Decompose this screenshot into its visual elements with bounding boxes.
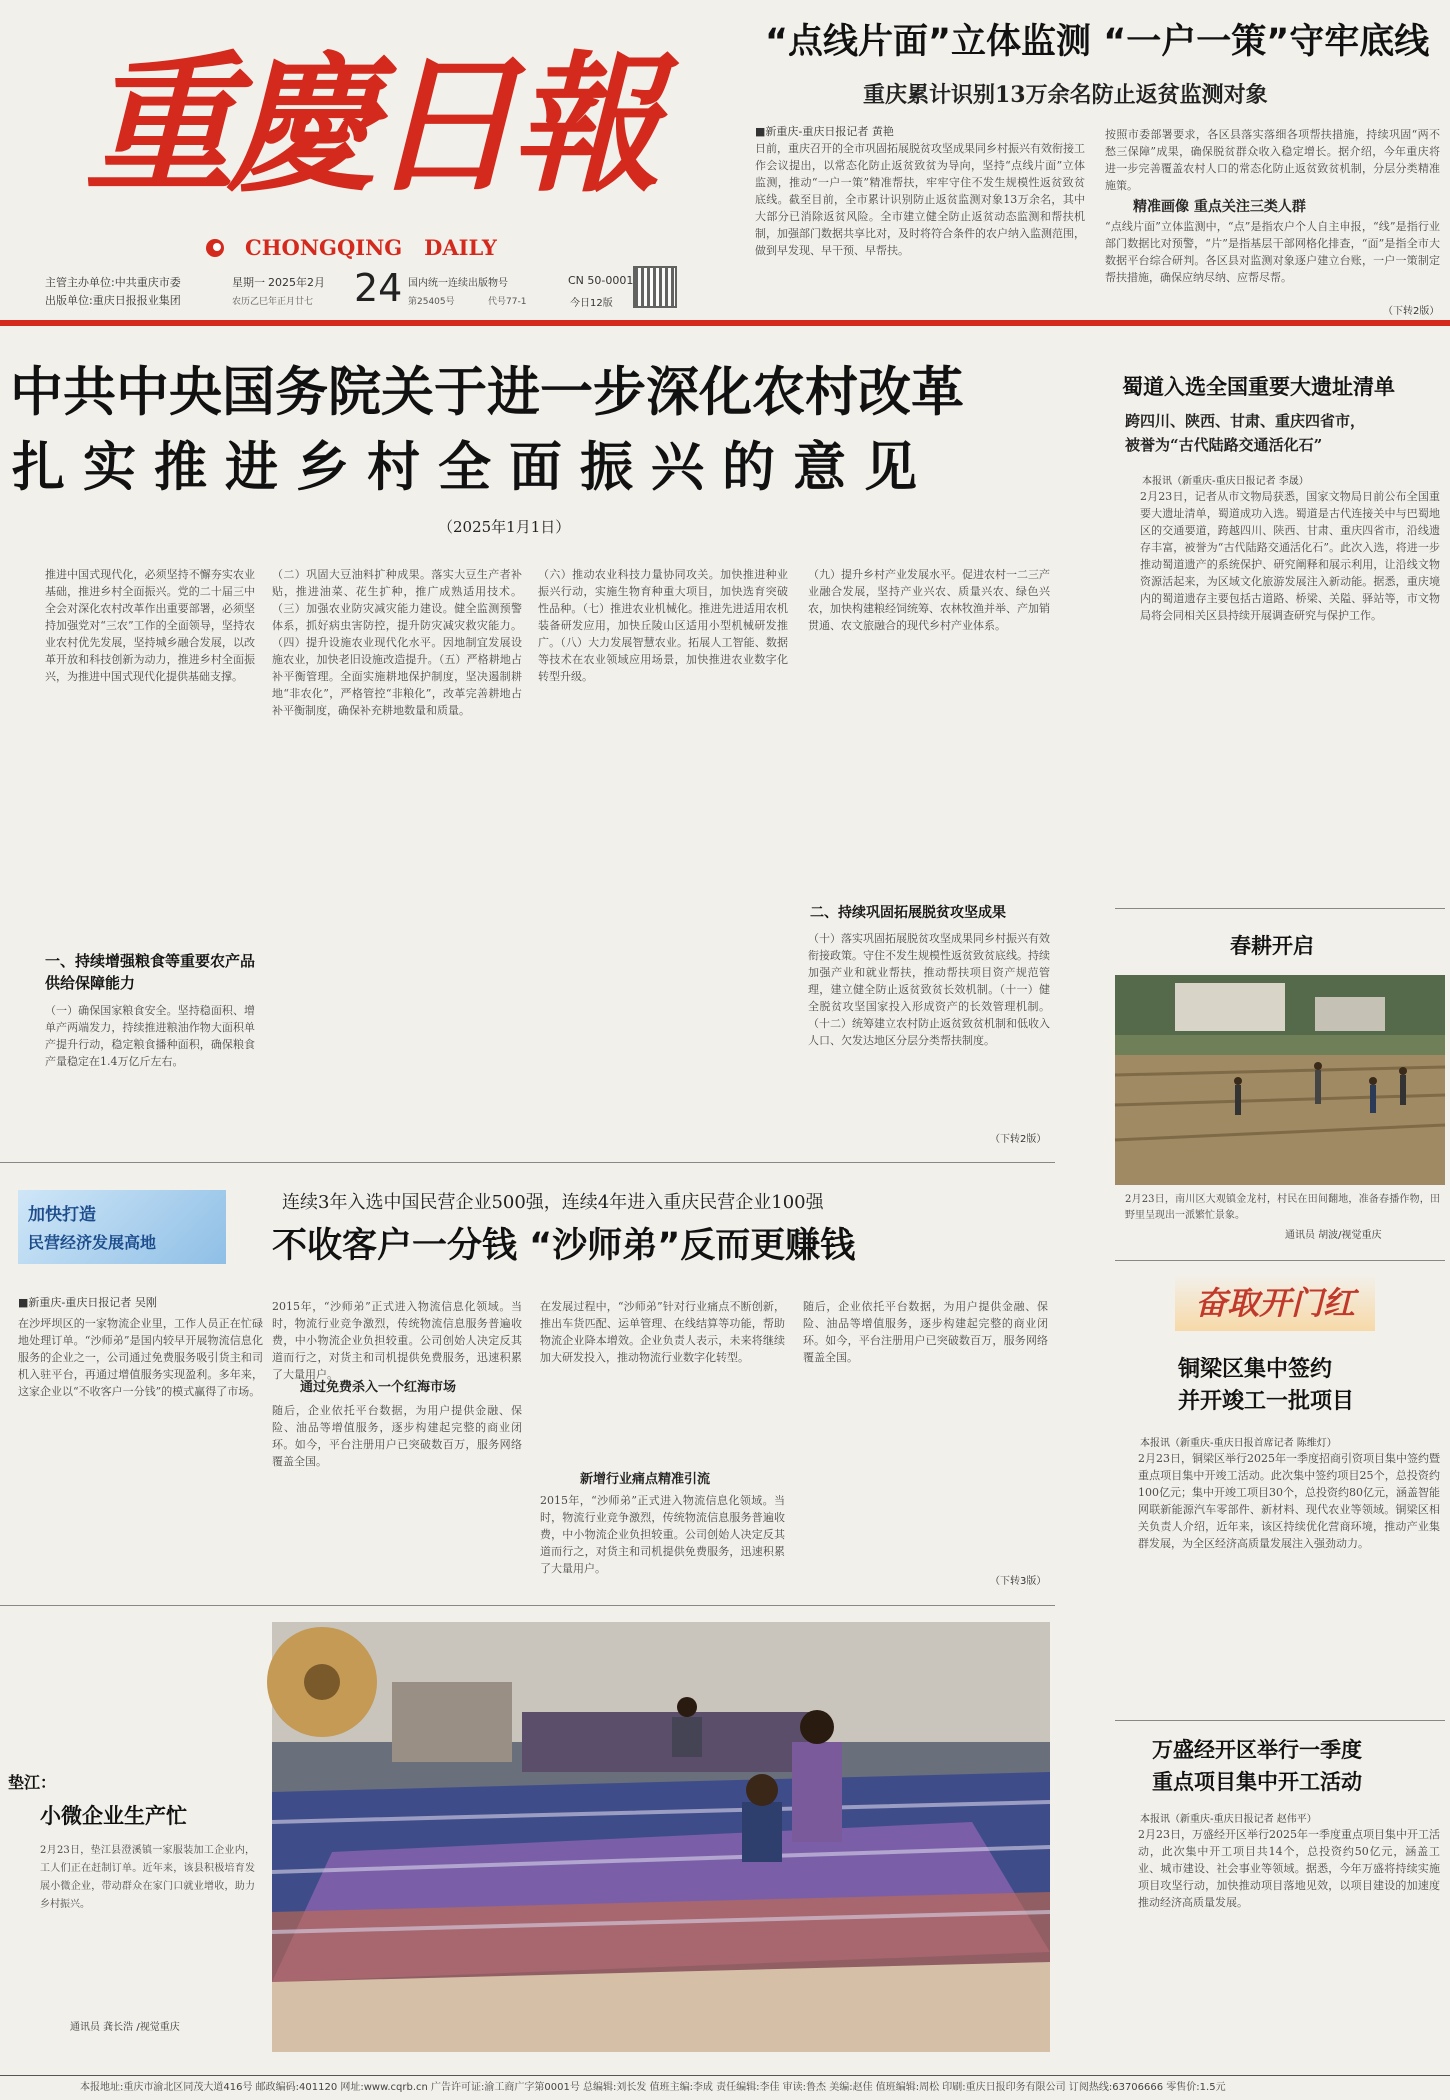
lead-story bbox=[0, 330, 1060, 1160]
lead-body-col1b: （一）确保国家粮食安全。坚持稳面积、增单产两端发力，持续推进粮油作物大面积单产提升行动，稳定粮食播种面积，确保粮食产量稳定在1.4万亿斤左右。 bbox=[45, 1004, 255, 1068]
kaimen-byline: 本报讯（新重庆-重庆日报首席记者 陈维灯） bbox=[1140, 1438, 1337, 1449]
business-tag-line1: 加快打造 bbox=[28, 1205, 96, 1225]
footer-rule bbox=[0, 2075, 1450, 2076]
dianjiang-caption: 2月23日，垫江县澄溪镇一家服装加工企业内，工人们正在赶制订单。近年来，该县积极培育发展小微企业，带动群众在家门口就业增收，助力乡村振兴。 bbox=[40, 1845, 255, 1910]
masthead-weekday: 星期一 bbox=[232, 276, 265, 289]
business-body-5: 随后，企业依托平台数据，为用户提供金融、保险、油品等增值服务，逐步构建起完整的商业闭环。如今，平台注册用户已突破数百万，服务网络覆盖全国。 bbox=[803, 1300, 1048, 1364]
lead-section-1: 一、持续增强粮食等重要农产品供给保障能力 bbox=[45, 952, 256, 992]
lead-body-col1: 推进中国式现代化，必须坚持不懈夯实农业基础，推进乡村全面振兴。党的二十届三中全会对深化农村改革作出重要部署，必须坚持加强党对“三农”工作的全面领导，坚持农业农村优先发展，坚持城乡融合发展，以改革开放和科技创新为动力，推进乡村全面振兴，为推进中国式现代化提供基础支撑。 bbox=[45, 568, 255, 683]
masthead-en-title: CHONGQING DAILY bbox=[245, 235, 497, 260]
shudao-sub2: 被誉为“古代陆路交通活化石” bbox=[1125, 436, 1323, 454]
wansheng-headline-2[interactable]: 重点项目集中开工活动 bbox=[1152, 1770, 1362, 1794]
masthead-today-pages: 今日12版 bbox=[570, 298, 613, 309]
lead-section-2: 二、持续巩固拓展脱贫攻坚成果 bbox=[810, 905, 1006, 921]
shudao-headline[interactable]: 蜀道入选全国重要大遗址清单 bbox=[1122, 375, 1395, 399]
business-body-1: 在沙坪坝区的一家物流企业里，工作人员正在忙碌地处理订单。“沙师弟”是国内较早开展物流信息化服务的企业之一，公司通过免费服务吸引货主和司机入驻平台，再通过增值服务实现盈利。多年来，这家企业以“不收客户一分钱”的模式赢得了市场。 bbox=[18, 1317, 263, 1398]
business-continued[interactable]: （下转3版） bbox=[990, 1576, 1047, 1587]
masthead-sponsor: 主管主办单位:中共重庆市委 bbox=[45, 276, 181, 289]
top-story-section-head: 精准画像 重点关注三类人群 bbox=[1133, 199, 1306, 215]
lead-body-col4: （九）提升乡村产业发展水平。促进农村一二三产业融合发展，坚持产业兴农、质量兴农、绿色兴农，加快构建粮经饲统筹、农林牧渔并举、产加销贯通、农文旅融合的现代乡村产业体系。 bbox=[808, 568, 1050, 632]
masthead-date: 2025年2月 bbox=[268, 276, 325, 289]
wansheng-byline: 本报讯（新重庆-重庆日报记者 赵伟平） bbox=[1140, 1814, 1317, 1825]
qr-code[interactable] bbox=[633, 266, 677, 308]
masthead-issue-code: CN 50-0001 bbox=[568, 274, 634, 287]
shudao-rule bbox=[1115, 908, 1445, 909]
masthead-issue-no: 第25405号 bbox=[408, 297, 455, 307]
business-byline: ■新重庆-重庆日报记者 吴刚 bbox=[18, 1296, 157, 1309]
business-overline: 连续3年入选中国民营企业500强，连续4年进入重庆民营企业100强 bbox=[282, 1192, 824, 1213]
top-story-headline[interactable]: “点线片面”立体监测 “一户一策”守牢底线 bbox=[765, 22, 1430, 62]
wansheng-headline-1[interactable]: 万盛经开区举行一季度 bbox=[1152, 1738, 1362, 1762]
business-body-4: 2015年，“沙师弟”正式进入物流信息化领域。当时，物流行业竞争激烈，传统物流信息服务普遍收费，中小物流企业负担较重。公司创始人决定反其道而行之，对货主和司机提供免费服务，迅速积累了大量用户。 bbox=[540, 1494, 785, 1575]
spring-photo[interactable] bbox=[1115, 975, 1445, 1185]
top-story-subhead: 重庆累计识别13万余名防止返贫监测对象 bbox=[863, 82, 1268, 108]
kaimen-headline-2[interactable]: 并开竣工一批项目 bbox=[1178, 1389, 1355, 1414]
masthead-circle-icon bbox=[205, 238, 225, 258]
wansheng-body: 2月23日，万盛经开区举行2025年一季度重点项目集中开工活动，此次集中开工项目共14个，总投资约50亿元，涵盖工业、城市建设、社会事业等领域。据悉，今年万盛将持续实施项目攻坚行动，加快推动项目落地见效，以项目建设的加速度推动经济高质量发展。 bbox=[1138, 1828, 1440, 1909]
footer-info: 本报地址:重庆市渝北区同茂大道416号 邮政编码:401120 网址:www.cqrb.cn 广告许可证:渝工商广字第0001号 总编辑:刘长发 值班主编:李成 责任编辑:李佳 审读:鲁杰 美编:赵佳 值班编辑:周松 印刷:重庆日报印务有限公司 订阅热线:63706666 零售价:1.5元 bbox=[80, 2082, 1226, 2093]
spring-rule bbox=[1115, 1260, 1445, 1261]
business-body-1b: 2015年，“沙师弟”正式进入物流信息化领域。当时，物流行业竞争激烈，传统物流信息服务普遍收费，中小物流企业负担较重。公司创始人决定反其道而行之，对货主和司机提供免费服务，迅速积累了大量用户。 bbox=[272, 1300, 522, 1381]
masthead-lunar: 农历乙巳年正月廿七 bbox=[232, 297, 314, 307]
lead-continued[interactable]: （下转2版） bbox=[990, 1134, 1047, 1145]
lead-headline-2[interactable]: 扎实推进乡村全面振兴的意见 bbox=[12, 437, 935, 498]
business-sub-2: 新增行业痛点精准引流 bbox=[580, 1472, 711, 1487]
shudao-byline: 本报讯（新重庆-重庆日报记者 李晟） bbox=[1142, 476, 1309, 487]
top-story bbox=[755, 18, 1445, 318]
top-story-section-body: “点线片面”立体监测中，“点”是指农户个人自主申报，“线”是指行业部门数据比对预警，“片”是指基层干部网格化排查，“面”是指全市大数据平台综合研判。各区县对监测对象逐户建立台账，一户一策制定帮扶措施，确保应纳尽纳、应帮尽帮。 bbox=[1105, 220, 1440, 284]
masthead bbox=[0, 0, 740, 320]
spring-photo-image bbox=[1115, 975, 1445, 1185]
dianjiang-photo-image bbox=[272, 1622, 1050, 2052]
shudao-body: 2月23日，记者从市文物局获悉，国家文物局日前公布全国重要大遗址清单，蜀道成功入选。蜀道是古代连接关中与巴蜀地区的交通要道，跨越四川、陕西、甘肃、重庆四省市，沿线遗存丰富，被誉为“古代陆路交通活化石”。此次入选，将进一步推动蜀道遗产的系统保护、研究阐释和展示利用，让沿线文物资源活起来，为区域文化旅游发展注入新动能。据悉，重庆境内的蜀道遗存主要包括古道路、桥梁、关隘、驿站等，市文物局将会同相关区县持续开展调查研究与保护工作。 bbox=[1140, 490, 1440, 622]
business-body-2: 随后，企业依托平台数据，为用户提供金融、保险、油品等增值服务，逐步构建起完整的商业闭环。如今，平台注册用户已突破数百万，服务网络覆盖全国。 bbox=[272, 1404, 522, 1468]
lead-bottom-rule bbox=[0, 1162, 1055, 1163]
masthead-day: 24 bbox=[354, 266, 403, 310]
spring-caption: 2月23日，南川区大观镇金龙村，村民在田间翻地，准备春播作物，田野里呈现出一派繁忙景象。 bbox=[1125, 1194, 1440, 1221]
spring-title: 春耕开启 bbox=[1230, 934, 1314, 958]
business-story bbox=[0, 1170, 1060, 1610]
kaimen-rule bbox=[1115, 1720, 1445, 1721]
dianjiang-story bbox=[0, 1610, 1060, 2060]
lead-body-col2: （二）巩固大豆油料扩种成果。落实大豆生产者补贴，推进油菜、花生扩种，推广成熟适用技术。（三）加强农业防灾减灾能力建设。健全监测预警体系，抓好病虫害防控，提升防灾减灾救灾能力。（四）提升设施农业现代化水平。因地制宜发展设施农业，加快老旧设施改造提升。（五）严格耕地占补平衡管理。全面实施耕地保护制度，坚决遏制耕地“非农化”，严格管控“非粮化”，改革完善耕地占补平衡制度，确保补充耕地数量和质量。 bbox=[272, 568, 522, 717]
business-headline[interactable]: 不收客户一分钱 “沙师弟”反而更赚钱 bbox=[272, 1226, 856, 1266]
lead-body-col4b: （十）落实巩固拓展脱贫攻坚成果同乡村振兴有效衔接政策。守住不发生规模性返贫致贫底线。持续加强产业和就业帮扶，推动帮扶项目资产规范管理，建立健全防止返贫致贫长效机制。（十一）健全脱贫攻坚国家投入形成资产的长效管理机制。（十二）统筹建立农村防止返贫致贫机制和低收入人口、欠发达地区分层分类帮扶制度。 bbox=[808, 932, 1050, 1047]
lead-date: （2025年1月1日） bbox=[438, 518, 571, 536]
top-story-body-left: 日前，重庆召开的全市巩固拓展脱贫攻坚成果同乡村振兴有效衔接工作会议提出，以常态化防止返贫致贫为导向，坚持“点线片面”立体监测，推动“一户一策”精准帮扶，牢牢守住不发生规模性返贫致贫底线。截至目前，全市累计识别防止返贫监测对象13万余名，其中大部分已消除返贫风险。全市建立健全防止返贫动态监测和帮扶机制，加强部门数据共享比对，及时将符合条件的农户纳入监测范围，做到早发现、早干预、早帮扶。 bbox=[755, 142, 1085, 257]
business-sub-1: 通过免费杀入一个红海市场 bbox=[300, 1380, 457, 1395]
top-story-byline: ■新重庆-重庆日报记者 黄艳 bbox=[755, 125, 894, 138]
dianjiang-credit: 通讯员 龚长浩 /视觉重庆 bbox=[70, 2022, 180, 2033]
masthead-publisher: 出版单位:重庆日报报业集团 bbox=[45, 294, 181, 307]
lead-headline-1[interactable]: 中共中央国务院关于进一步深化农村改革 bbox=[10, 362, 964, 423]
business-body-3: 在发展过程中，“沙师弟”针对行业痛点不断创新，推出车货匹配、运单管理、在线结算等功能，帮助物流企业降本增效。企业负责人表示，未来将继续加大研发投入，推动物流行业数字化转型。 bbox=[540, 1300, 785, 1364]
shudao-sub1: 跨四川、陕西、甘肃、重庆四省市， bbox=[1125, 412, 1366, 430]
masthead-logo: 重慶日報 bbox=[85, 37, 654, 213]
kaimen-banner: 奋取开门红 bbox=[1175, 1275, 1375, 1331]
right-sidebar bbox=[1110, 330, 1450, 2100]
masthead-en-logo bbox=[205, 235, 545, 261]
dianjiang-photo[interactable] bbox=[272, 1622, 1050, 2052]
masthead-issue-label: 国内统一连续出版物号 bbox=[408, 278, 508, 289]
spring-credit: 通讯员 胡波/视觉重庆 bbox=[1285, 1230, 1382, 1241]
masthead-red-rule bbox=[0, 320, 1450, 326]
business-tag-line2: 民营经济发展高地 bbox=[28, 1233, 157, 1252]
dianjiang-headline[interactable]: 小微企业生产忙 bbox=[40, 1804, 187, 1828]
top-story-continued[interactable]: （下转2版） bbox=[1383, 306, 1440, 317]
masthead-edition: 代号77-1 bbox=[488, 297, 527, 307]
top-story-body-right: 按照市委部署要求，各区县落实落细各项帮扶措施，持续巩固“两不愁三保障”成果，确保脱贫群众收入稳定增长。据介绍，今年重庆将进一步完善覆盖农村人口的常态化防止返贫致贫机制，分层分类精准施策。 bbox=[1105, 128, 1440, 192]
kaimen-headline-1[interactable]: 铜梁区集中签约 bbox=[1178, 1357, 1333, 1382]
dianjiang-place: 垫江： bbox=[8, 1773, 57, 1792]
business-tag bbox=[18, 1190, 226, 1264]
kaimen-body: 2月23日，铜梁区举行2025年一季度招商引资项目集中签约暨重点项目集中开竣工活动。此次集中签约项目25个，总投资约100亿元；集中开竣工项目30个，总投资约80亿元，涵盖智能网联新能源汽车零部件、新材料、现代农业等领域。铜梁区相关负责人介绍，近年来，该区持续优化营商环境，推动产业集群发展，为全区经济高质量发展注入强劲动力。 bbox=[1138, 1452, 1440, 1550]
business-bottom-rule bbox=[0, 1605, 1055, 1606]
lead-body-col3: （六）推动农业科技力量协同攻关。加快推进种业振兴行动，实施生物育种重大项目，加快选育突破性品种。（七）推进农业机械化。推进先进适用农机装备研发应用，加快丘陵山区适用小型机械研发推广。（八）大力发展智慧农业。拓展人工智能、数据等技术在农业领域应用场景，加快推进农业数字化转型升级。 bbox=[538, 568, 788, 683]
